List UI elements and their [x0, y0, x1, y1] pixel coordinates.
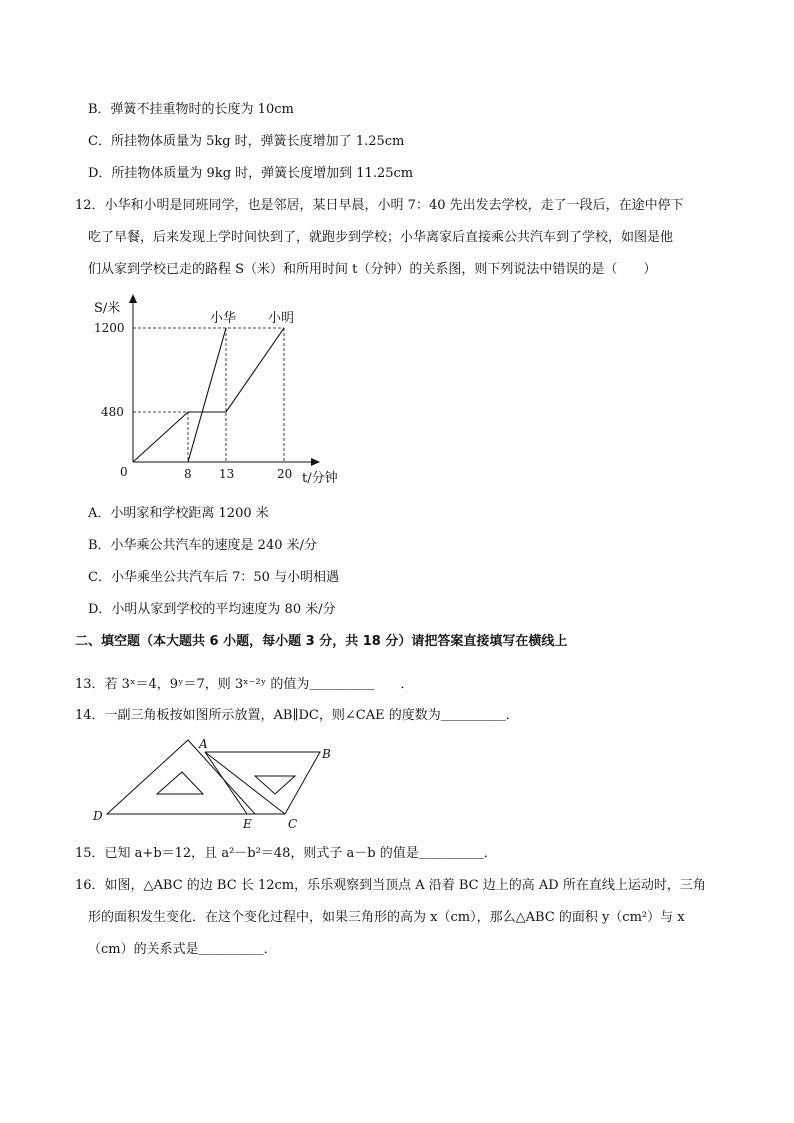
right-triangle-inner [255, 776, 295, 794]
xiaoming-line [133, 328, 284, 462]
q14-triangle-figure [85, 736, 345, 836]
q11-option-d: D．所挂物体质量为 9kg 时，弹簧长度增加到 11.25cm [88, 166, 414, 181]
q15-text: 15．已知 a+b＝12，且 a²－b²＝48，则式子 a－b 的值是＿＿＿＿＿． [75, 846, 497, 861]
q12-option-a: A．小明家和学校距离 1200 米 [88, 506, 269, 521]
segment-ac [205, 752, 285, 814]
ytick-1200: 1200 [94, 321, 125, 335]
xtick-13: 13 [219, 467, 235, 481]
point-e: E [243, 817, 252, 831]
xiaohua-line [188, 328, 226, 462]
origin-label: 0 [120, 465, 128, 479]
y-axis-label: S/米 [94, 301, 121, 316]
xiaoming-label: 小明 [268, 311, 295, 326]
ytick-480: 480 [101, 405, 124, 419]
xiaohua-label: 小华 [210, 311, 237, 326]
q16-stem-line2: 形的面积发生变化．在这个变化过程中，如果三角形的高为 x（cm），那么△ABC 的面积 y（cm²）与 x [88, 910, 685, 925]
q13-text: 13．若 3ˣ＝4，9ʸ＝7，则 3ˣ⁻²ʸ 的值为＿＿＿＿＿ ． [75, 677, 414, 692]
point-c: C [288, 817, 298, 831]
q12-distance-time-graph [80, 292, 350, 492]
point-a: A [199, 737, 208, 751]
q16-stem-line1: 16．如图，△ABC 的边 BC 长 12cm，乐乐观察到当顶点 A 沿着 BC 边上的高 AD 所在直线上运动时，三角 [75, 878, 706, 893]
q12-option-c: C．小华乘坐公共汽车后 7：50 与小明相遇 [88, 570, 340, 585]
q12-stem-line1: 12．小华和小明是同班同学，也是邻居，某日早晨，小明 7：40 先出发去学校，走了一段后，在途中停下 [75, 198, 684, 213]
q14-text: 14．一副三角板按如图所示放置，AB∥DC，则∠CAE 的度数为＿＿＿＿＿． [75, 708, 519, 723]
y-axis-arrow [129, 294, 137, 303]
q12-option-b: B．小华乘公共汽车的速度是 240 米/分 [88, 538, 318, 553]
big-triangle [107, 740, 255, 814]
point-d: D [93, 809, 103, 823]
xtick-8: 8 [184, 467, 192, 481]
x-axis-label: t/分钟 [302, 471, 338, 486]
point-b: B [322, 747, 331, 761]
q11-option-c: C．所挂物体质量为 5kg 时，弹簧长度增加了 1.25cm [88, 134, 405, 149]
section-2-title: 二、填空题（本大题共 6 小题，每小题 3 分，共 18 分）请把答案直接填写在横线上 [75, 634, 568, 649]
xtick-20: 20 [277, 467, 293, 481]
q12-stem-line2: 吃了早餐，后来发现上学时间快到了，就跑步到学校；小华离家后直接乘公共汽车到了学校，如图是他 [88, 230, 674, 245]
q12-stem-line3: 们从家到学校已走的路程 S（米）和所用时间 t（分钟）的关系图，则下列说法中错误的是（ ） [88, 262, 657, 277]
q11-option-b: B．弹簧不挂重物时的长度为 10cm [88, 102, 294, 117]
q16-stem-line3: （cm）的关系式是＿＿＿＿＿． [88, 942, 277, 957]
x-axis-arrow [311, 458, 320, 466]
big-triangle-inner [157, 772, 203, 794]
q12-option-d: D．小明从家到学校的平均速度为 80 米/分 [88, 602, 336, 617]
